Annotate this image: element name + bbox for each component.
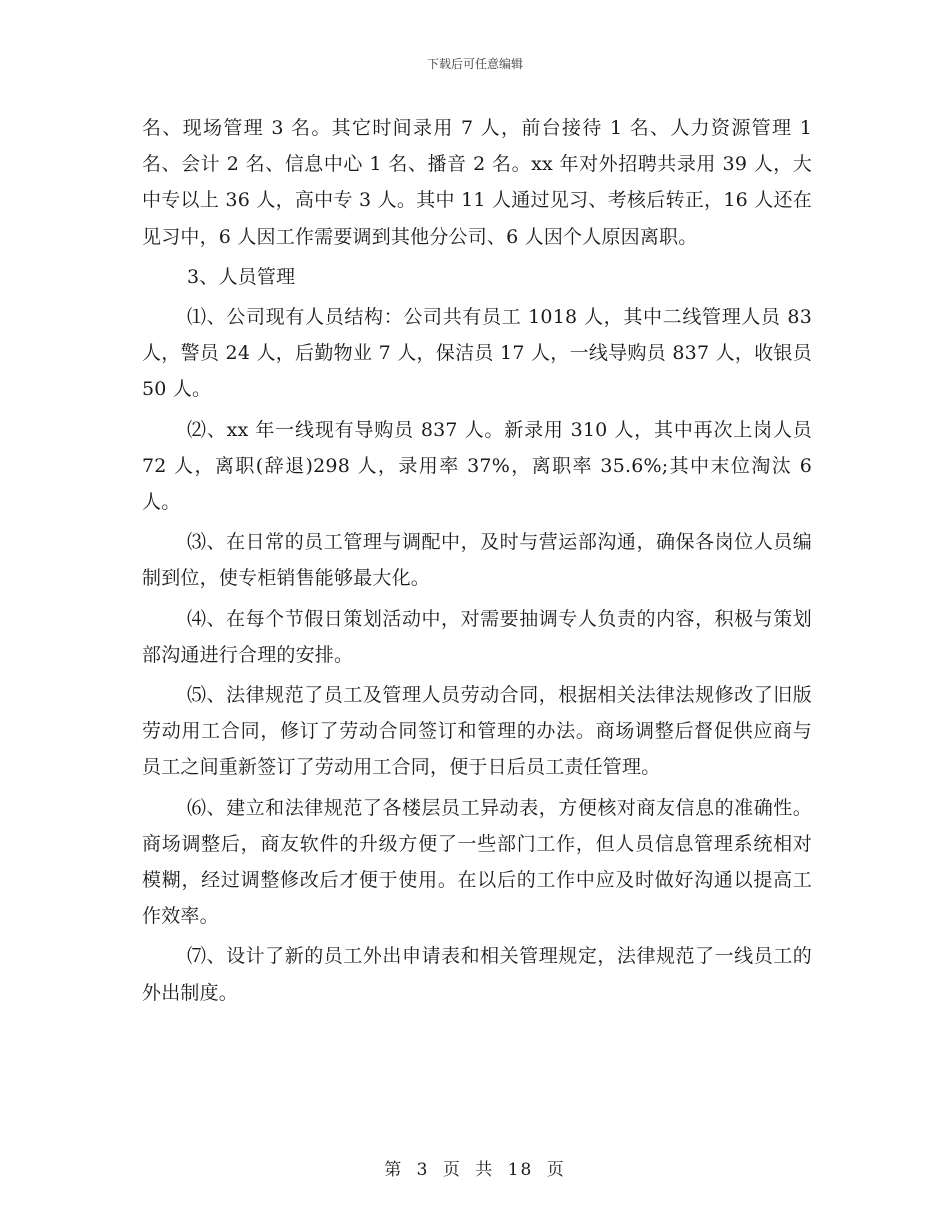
paragraph-item-1: ⑴、公司现有人员结构：公司共有员工 1018 人，其中二线管理人员 83 人，警员 24 人，后勤物业 7 人，保洁员 17 人，一线导购员 837 人，收银员 50 人。 [142,306,812,401]
paragraph-item-3: ⑶、在日常的员工管理与调配中，及时与营运部沟通，确保各岗位人员编制到位，使专柜销售能够最大化。 [142,531,812,590]
paragraph-item-5: ⑸、法律规范了员工及管理人员劳动合同，根据相关法律法规修改了旧版劳动用工合同，修订了劳动合同签订和管理的办法。商场调整后督促供应商与员工之间重新签订了劳动用工合同，便于日后员工责任管理。 [142,684,812,779]
paragraph-item-7: ⑺、设计了新的员工外出申请表和相关管理规定，法律规范了一线员工的外出制度。 [142,945,812,1004]
paragraph-item-6: ⑹、建立和法律规范了各楼层员工异动表，方便核对商友信息的准确性。商场调整后，商友软件的升级方便了一些部门工作，但人员信息管理系统相对模糊，经过调整修改后才便于使用。在以后的工作中应及时做好沟通以提高工作效率。 [142,796,812,928]
paragraph-item-4: ⑷、在每个节假日策划活动中，对需要抽调专人负责的内容，积极与策划部沟通进行合理的安排。 [142,607,812,666]
section-heading-personnel-management: 3、人员管理 [187,265,296,288]
document-body [142,110,812,1015]
paragraph-item-2: ⑵、xx 年一线现有导购员 837 人。新录用 310 人，其中再次上岗人员 72 人，离职(辞退)298 人，录用率 37%，离职率 35.6%;其中末位淘汰 6 人。 [142,418,812,514]
page-number-footer: 第 3 页 共 18 页 [384,1160,566,1180]
paragraph-1: 名、现场管理 3 名。其它时间录用 7 人，前台接待 1 名、人力资源管理 1 名、会计 2 名、信息中心 1 名、播音 2 名。xx 年对外招聘共录用 39 人，大中专以上 36 人，高中专 3 人。其中 11 人通过见习、考核后转正，16 人还在见习中，6 人因工作需要调到其他分公司、6 人因个人原因离职。 [142,117,812,248]
page-header: 下载后可任意编辑 [426,57,523,71]
